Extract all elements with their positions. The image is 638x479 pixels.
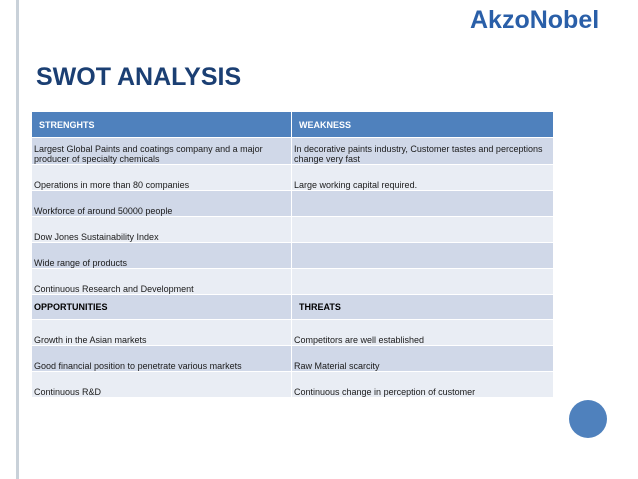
strength-cell: Operations in more than 80 companies: [32, 165, 292, 191]
weakness-cell: [292, 269, 554, 295]
table-header-row: [32, 112, 554, 138]
threat-cell: Raw Material scarcity: [292, 346, 554, 372]
threat-cell: Continuous change in perception of customer: [292, 372, 554, 398]
threats-header: THREATS: [292, 295, 554, 320]
table-row: [32, 320, 554, 346]
opportunity-cell: Growth in the Asian markets: [32, 320, 292, 346]
table-row: [32, 217, 554, 243]
opportunities-header: OPPORTUNITIES: [32, 295, 292, 320]
table-row: [32, 243, 554, 269]
weakness-cell: Large working capital required.: [292, 165, 554, 191]
opportunity-cell: Continuous R&D: [32, 372, 292, 398]
strengths-header: STRENGHTS: [32, 112, 292, 138]
weakness-cell: [292, 191, 554, 217]
table-row: [32, 346, 554, 372]
opportunity-cell: Good financial position to penetrate various markets: [32, 346, 292, 372]
strength-cell: Continuous Research and Development: [32, 269, 292, 295]
strength-cell: Largest Global Paints and coatings company and a major producer of specialty chemicals: [32, 138, 292, 165]
table-subheader-row: [32, 295, 554, 320]
weakness-header: WEAKNESS: [292, 112, 554, 138]
table-row: [32, 372, 554, 398]
weakness-cell: [292, 217, 554, 243]
threat-cell: Competitors are well established: [292, 320, 554, 346]
swot-table: [31, 111, 554, 398]
table-row: [32, 269, 554, 295]
table-row: [32, 138, 554, 165]
weakness-cell: In decorative paints industry, Customer tastes and perceptions change very fast: [292, 138, 554, 165]
left-decorative-rule: [16, 0, 19, 479]
slide-title: SWOT ANALYSIS: [36, 63, 242, 91]
strength-cell: Workforce of around 50000 people: [32, 191, 292, 217]
table-row: [32, 191, 554, 217]
strength-cell: Wide range of products: [32, 243, 292, 269]
weakness-cell: [292, 243, 554, 269]
decorative-circle: [569, 400, 607, 438]
strength-cell: Dow Jones Sustainability Index: [32, 217, 292, 243]
akzonobel-logo: AkzoNobel: [470, 6, 600, 34]
table-row: [32, 165, 554, 191]
